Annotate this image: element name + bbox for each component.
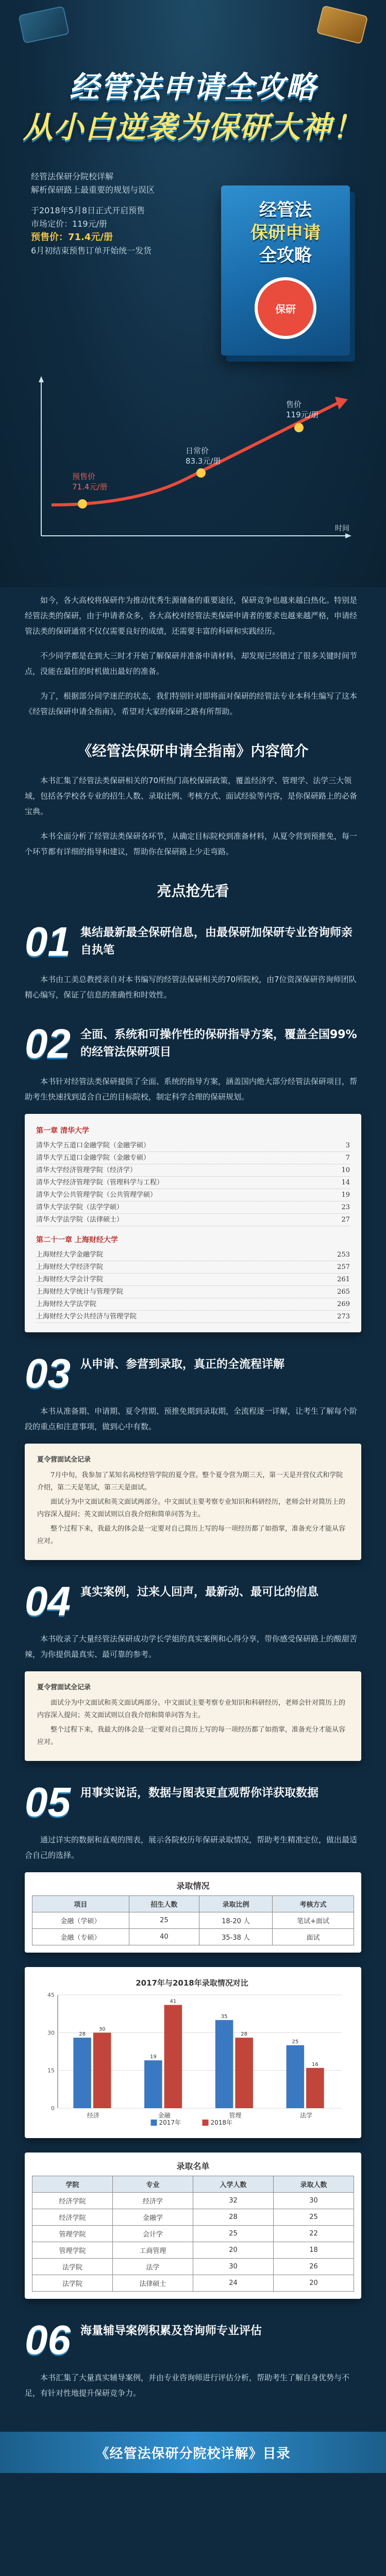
toc-row-title: 上海财经大学金融学院 [36, 1251, 104, 1259]
toc-row [36, 1311, 350, 1323]
toc-row [36, 1164, 350, 1177]
chart-bar [306, 2068, 324, 2108]
table-cell: 法律硕士 [113, 2275, 193, 2292]
toc-row [36, 1261, 350, 1274]
table2-title: 录取名单 [176, 2161, 210, 2171]
feature-02-desc: 本书针对经管法类保研提供了全面、系统的指导方案，涵盖国内绝大部分经管法保研项目，帮助考生快速找到适合自己的目标院校，制定科学合理的保研规划。 [25, 1077, 358, 1101]
table-cell: 35-38 人 [199, 1929, 273, 1945]
toc-row [36, 1201, 350, 1214]
table-cell: 法学 [113, 2259, 193, 2275]
table-cell: 管理学院 [32, 2242, 113, 2259]
toc-row-title: 清华大学经济管理学院（经济学） [36, 1166, 137, 1174]
story-p3: 整个过程下来，我最大的体会是一定要对自己简历上写的每一项经历都了如指掌，准备充分才能从容应对。 [37, 1525, 346, 1545]
toc-row-page: 27 [341, 1216, 350, 1224]
table-cell: 20 [274, 2275, 354, 2292]
intro-p3: 为了，根据部分同学迷茫的状态，我们特别针对即将面对保研的经管法专业本科生编写了这本《经管法保研申请全指南》，希望对大家的保研之路有所帮助。 [25, 691, 358, 716]
feature-text: 海量辅导案例积累及咨询师专业评估 [80, 2325, 262, 2337]
table-body [32, 1912, 354, 1945]
toc-row [36, 1189, 350, 1201]
toc-row [36, 1140, 350, 1152]
chart-y-tick: 0 [51, 2105, 55, 2112]
toc-row [36, 1249, 350, 1261]
feature-03-desc: 本书从准备期、申请期、夏令营期、预推免期到录取期，全流程逐一详解，让考生了解每个阶段的重点和注意事项，做到心中有数。 [25, 1406, 358, 1431]
price-chart-axis-label: 时间 [335, 524, 349, 533]
table-row [32, 2193, 354, 2209]
table-header-cell: 学院 [32, 2176, 113, 2193]
hero-promo: 6月初结束预售订单开始统一发货 [31, 246, 152, 256]
chart-legend-swatch [151, 2120, 157, 2126]
story-p2: 面试分为中文面试和英文面试两部分。中文面试主要考察专业知识和科研经历，老师会针对简历上的内容深入提问；英文面试则以自我介绍和简单问答为主。 [37, 1498, 346, 1518]
chart-data-label: 28 [79, 2031, 86, 2038]
table-cell: 30 [193, 2259, 274, 2275]
price-chart [31, 376, 356, 546]
chart-bar [287, 2045, 305, 2108]
table-cell: 经济学院 [32, 2193, 113, 2209]
story-p1: 7月中旬，我参加了某知名高校经管学院的夏令营。整个夏令营为期三天，第一天是开营仪式和学院介绍，第二天是笔试，第三天是面试。 [37, 1471, 343, 1492]
feature-01-desc: 本书由工美总教授亲自对本书编写的经管法保研相关的70所院校，由7位资深保研咨询师团队精心编写，保证了信息的准确性和时效性。 [25, 975, 357, 999]
highlights-title: 亮点抢先看 [157, 883, 229, 900]
intro-section [0, 587, 386, 2401]
chart-legend-label: 2018年 [210, 2119, 233, 2126]
chart-bar [73, 2038, 91, 2108]
price-label-line: 售价 [286, 400, 302, 409]
book-title-2: 保研申请 [250, 223, 321, 243]
toc-row-page: 265 [337, 1288, 350, 1296]
feature-04 [25, 1578, 361, 1624]
toc-chapter-1: 第一章 清华大学 [36, 1127, 89, 1135]
chart-bar [144, 2060, 162, 2108]
feature-05-desc: 通过详实的数据和直观的图表，展示各院校历年保研录取情况，帮助考生精准定位，做出最适合自己的选择。 [25, 1835, 358, 1860]
decor-card-right [316, 5, 368, 44]
story-preview [25, 1444, 361, 1560]
chart-data-label: 30 [98, 2026, 106, 2032]
table-header-cell: 专业 [113, 2176, 193, 2193]
toc-row-page: 19 [341, 1191, 350, 1199]
table-cell: 金融（专硕） [32, 1929, 129, 1945]
feature-text: 真实案例，过来人回声，最新动、最可比的信息 [80, 1586, 319, 1599]
toc-preview [25, 1114, 361, 1332]
table-cell: 25 [129, 1912, 199, 1929]
toc-row-page: 269 [337, 1300, 350, 1308]
hero-sub-2: 解析保研路上最重要的规划与误区 [31, 185, 155, 195]
feature-05 [25, 1779, 361, 1825]
table-row [32, 2226, 354, 2242]
book-intro-p1: 本书汇集了经管法类保研相关的70所热门高校保研政策，覆盖经济学、管理学、法学三大领域，包括各学校各专业的招生人数、录取比例、考核方式、面试经验等内容，是你保研路上的必备宝典。 [25, 776, 358, 816]
price-label-line: 日常价 [186, 446, 209, 455]
table-header-cell: 录取比例 [199, 1896, 273, 1912]
toc-row-title: 清华大学五道口金融学院（金融学硕） [36, 1142, 150, 1149]
table-header-cell: 入学人数 [193, 2176, 274, 2193]
book-intro-title: 《经管法保研申请全指南》内容简介 [77, 742, 309, 759]
toc-row-page: 14 [341, 1179, 350, 1187]
toc-row-title: 清华大学五道口金融学院（金融专硕） [36, 1154, 150, 1162]
toc-banner[interactable]: 《经管法保研分院校详解》目录 [0, 2432, 386, 2473]
chart-data-label: 16 [312, 2061, 318, 2067]
table-cell: 法学院 [32, 2275, 113, 2292]
chart-y-tick: 15 [47, 2067, 55, 2074]
price-label-line: 119元/册 [286, 410, 319, 419]
toc-row-title: 上海财经大学法学院 [36, 1300, 97, 1308]
y-arrow-icon [39, 376, 44, 382]
hero-presale-price: 预售价：71.4元/册 [31, 232, 113, 243]
chart-data-label: 41 [170, 1998, 177, 2005]
book-intro-p2: 本书全面分析了经管法类保研各环节，从确定目标院校到准备材料，从夏令营到预推免，每一个环节都有详细的指导和建议，帮助你在保研路上少走弯路。 [25, 832, 358, 856]
chart-title: 2017年与2018年录取情况对比 [136, 1978, 248, 1988]
toc-row [36, 1286, 350, 1298]
hero-market-price: 市场定价：119元/册 [31, 219, 107, 229]
table-cell: 管理学院 [32, 2226, 113, 2242]
chart-data-label: 25 [292, 2039, 299, 2045]
hero-sub-1: 经管法保研分院校详解 [31, 172, 114, 181]
toc-row-title: 清华大学经济管理学院（管理科学与工程） [36, 1179, 164, 1187]
table-row [32, 2275, 354, 2292]
price-point-1 [78, 499, 87, 509]
story-title: 夏令营面试全记录 [37, 1456, 91, 1464]
toc-row-title: 清华大学法学院（法学学硕） [36, 1204, 124, 1211]
feature-number: 05 [25, 1779, 71, 1825]
hero-section [0, 0, 386, 587]
page-end [0, 2473, 386, 2494]
toc-row-page: 10 [341, 1166, 350, 1174]
bar-chart-box [25, 1967, 361, 2138]
table-cell: 25 [274, 2209, 354, 2226]
intro-p2: 不少同学都是在到大三时才开始了解保研并准备申请材料，却发现已经错过了很多关键时间节点，没能在最佳的时机做出最好的准备。 [25, 651, 358, 676]
feature-number: 01 [25, 919, 71, 964]
chart-data-label: 28 [241, 2031, 248, 2038]
table-row [32, 1912, 354, 1929]
chart-legend-swatch [203, 2120, 209, 2126]
feature-06-desc: 本书汇集了大量真实辅导案例，并由专业咨询师进行评估分析，帮助考生了解自身优势与不足，有针对性地提升保研竞争力。 [25, 2373, 350, 2398]
chart-x-tick: 法学 [300, 2112, 313, 2119]
table-cell: 法学院 [32, 2259, 113, 2275]
chart-bar [215, 2020, 233, 2108]
toc-row [36, 1298, 350, 1311]
price-label-line: 71.4元/册 [72, 482, 108, 492]
table1-title: 录取情况 [176, 1881, 210, 1891]
toc-row [36, 1177, 350, 1189]
table-cell: 40 [129, 1929, 199, 1945]
price-label-presale [72, 472, 107, 492]
toc-chapter-2: 第二十一章 上海财经大学 [36, 1236, 118, 1244]
toc-row-page: 3 [345, 1142, 350, 1149]
hero-subtitle [31, 170, 186, 258]
toc-row-page: 253 [337, 1251, 350, 1259]
chart-x-tick: 管理 [229, 2112, 242, 2119]
table-cell: 金融学 [113, 2209, 193, 2226]
table-cell: 笔试+面试 [273, 1912, 354, 1929]
table-row [32, 2242, 354, 2259]
hero-decoration [0, 0, 386, 72]
table-row [32, 2259, 354, 2275]
feature-text: 用事实说话，数据与图表更直观帮你详获取数据 [80, 1787, 319, 1800]
table-body [32, 2193, 354, 2292]
table-cell: 会计学 [113, 2226, 193, 2242]
price-label-daily [186, 446, 221, 466]
toc-row [36, 1152, 350, 1164]
table-cell: 32 [193, 2193, 274, 2209]
table-cell: 30 [274, 2193, 354, 2209]
table-header [32, 1896, 354, 1912]
feature-02 [25, 1023, 361, 1064]
table-cell: 26 [274, 2259, 354, 2275]
story-preview-2 [25, 1671, 361, 1761]
table-cell: 经济学 [113, 2193, 193, 2209]
chart-x-tick: 金融 [158, 2112, 171, 2119]
toc-row [36, 1274, 350, 1286]
toc-row-title: 上海财经大学统计与管理学院 [36, 1288, 124, 1296]
price-point-3 [294, 423, 304, 432]
table-header-cell: 考核方式 [273, 1896, 354, 1912]
feature-text: 从申请、参营到录取，真正的全流程详解 [80, 1358, 285, 1371]
toc-row-page: 273 [337, 1313, 350, 1320]
book-title-1: 经管法 [259, 200, 312, 221]
chart-data-label: 35 [221, 2013, 228, 2020]
admission-table-box [25, 1872, 361, 1953]
table-header-cell: 招生人数 [129, 1896, 199, 1912]
table-cell: 20 [193, 2242, 274, 2259]
chart-bar [164, 2005, 182, 2108]
table-header [32, 2176, 354, 2193]
toc-row-title: 上海财经大学经济学院 [36, 1263, 104, 1271]
book-cover [221, 185, 350, 355]
toc-row-title: 清华大学公共管理学院（公共管理学硕） [36, 1191, 157, 1199]
feature-number: 02 [25, 1021, 71, 1066]
table-cell: 25 [193, 2226, 274, 2242]
table-cell: 工商管理 [113, 2242, 193, 2259]
toc-row-page: 7 [345, 1154, 350, 1162]
roster-table [32, 2176, 354, 2292]
table-row [32, 2209, 354, 2226]
price-label-line: 预售价 [72, 472, 96, 481]
table-cell: 18 [274, 2242, 354, 2259]
hero-release: 于2018年5月8日正式开启预售 [31, 206, 145, 215]
feature-06 [25, 2319, 361, 2361]
book-stamp: 保研 [255, 277, 316, 339]
feature-03 [25, 1350, 361, 1396]
chart-bar [235, 2038, 253, 2108]
decor-card-left [18, 6, 70, 43]
chart-legend-label: 2017年 [159, 2119, 181, 2126]
feature-04-desc: 本书收录了大量经管法保研成功学长学姐的真实案例和心得分享，带你感受保研路上的酸甜苦辣，为你提供最真实、最可靠的参考。 [25, 1634, 358, 1659]
x-arrow-icon [345, 533, 351, 538]
story-2-p1: 面试分为中文面试和英文面试两部分。中文面试主要考察专业知识和科研经历，老师会针对简历上的内容深入提问；英文面试则以自我介绍和简单问答为主。 [37, 1699, 346, 1719]
chart-y-tick: 30 [47, 2029, 55, 2037]
toc-row-title: 上海财经大学会计学院 [36, 1276, 104, 1283]
feature-text: 全面、系统和可操作性的保研指导方案，覆盖全国99%的经管法保研项目 [80, 1028, 357, 1059]
toc-row-title: 清华大学法学院（法律硕士） [36, 1216, 124, 1224]
table-cell: 28 [193, 2209, 274, 2226]
bar-chart [32, 1974, 352, 2129]
feature-number: 04 [25, 1578, 71, 1624]
admission-table [32, 1895, 354, 1945]
table-row [32, 1929, 354, 1945]
chart-y-tick: 45 [47, 1992, 55, 1998]
table-cell: 24 [193, 2275, 274, 2292]
chart-bar [93, 2032, 111, 2108]
chart-x-tick: 经济 [87, 2112, 99, 2119]
book-title-3: 全攻略 [259, 245, 312, 266]
table-header-cell: 项目 [32, 1896, 129, 1912]
hero-title-line2: 从小白逆袭为保研大神！ [23, 110, 363, 145]
hero-title [0, 67, 386, 147]
toc-row-title: 上海财经大学公共经济与管理学院 [36, 1313, 137, 1320]
toc-row-page: 23 [341, 1204, 350, 1211]
price-label-line: 83.3元/册 [186, 456, 221, 466]
table-cell: 22 [274, 2226, 354, 2242]
feature-number: 03 [25, 1350, 71, 1396]
toc-chapter-1-list [36, 1140, 350, 1226]
price-label-market [286, 400, 319, 419]
table-cell: 18-20 人 [199, 1912, 273, 1929]
table-cell: 金融（学硕） [32, 1912, 129, 1929]
toc-row-page: 257 [337, 1263, 350, 1271]
roster-table-box [25, 2153, 361, 2299]
table-cell: 经济学院 [32, 2209, 113, 2226]
chart-data-label: 19 [149, 2054, 157, 2060]
toc-row-page: 261 [337, 1276, 350, 1283]
story-2-title: 夏令营面试全记录 [37, 1684, 91, 1691]
feature-text: 集结最新最全保研信息，由最保研加保研专业咨询师亲自执笔 [80, 926, 353, 957]
feature-01 [25, 921, 361, 962]
table-header-cell: 录取人数 [274, 2176, 354, 2193]
toc-row [36, 1214, 350, 1226]
story-2-p2: 整个过程下来，我最大的体会是一定要对自己简历上写的每一项经历都了如指掌，准备充分才能从容应对。 [37, 1726, 346, 1746]
hero-title-line1: 经管法申请全攻略 [69, 70, 317, 105]
feature-number: 06 [25, 2317, 71, 2363]
toc-chapter-2-list [36, 1249, 350, 1323]
price-point-2 [196, 468, 206, 478]
intro-p1: 如今，各大高校将保研作为推动优秀生源储备的重要途径，保研竞争也越来越白热化。特别是经管法类的保研，由于申请者众多，各大高校对经管法类保研申请者的要求也越来越严格，申请经管法类的保研通常不仅仅需要良好的成绩，还需要丰富的科研和实践经历。 [25, 596, 358, 636]
table-cell: 面试 [273, 1929, 354, 1945]
